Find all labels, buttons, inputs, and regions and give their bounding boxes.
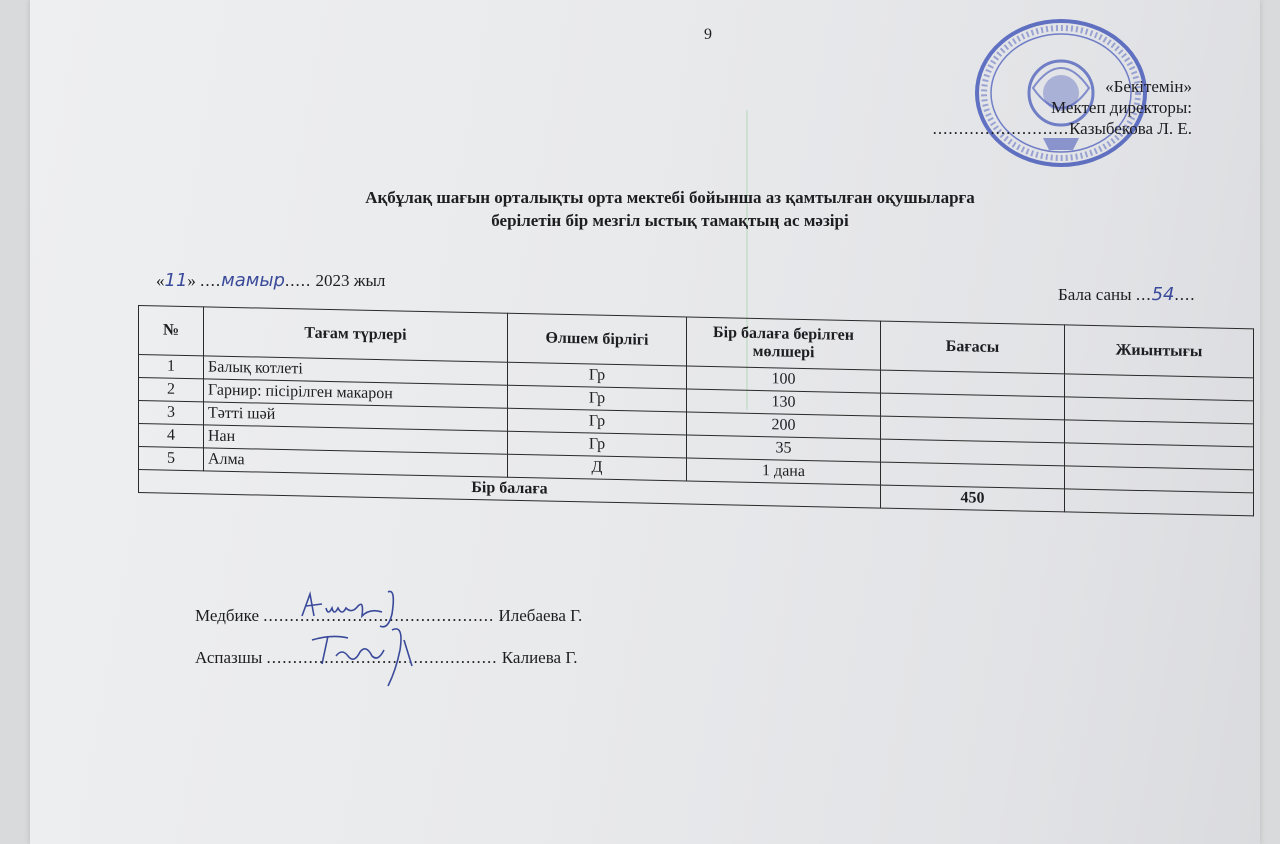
date-line: «11» ....мамыр..... 2023 жыл (156, 270, 386, 291)
document-page (30, 0, 1260, 844)
child-count-value: 54 (1151, 284, 1175, 305)
cook-label: Аспазшы (195, 648, 263, 667)
nurse-signature-line: Медбике ............................................ Илебаева Г. (195, 606, 583, 625)
summary-total (1065, 489, 1254, 516)
cook-signature-line: Аспазшы ............................................ Калиева Г. (195, 648, 578, 667)
director-title: Мектеп директоры: (1051, 98, 1192, 117)
director-name: Казыбекова Л. Е. (1069, 119, 1192, 138)
row-unit: Гр (508, 362, 687, 389)
nurse-label: Медбике (195, 606, 259, 625)
row-dish: Тәтті шәй (204, 402, 508, 431)
row-dish: Нан (204, 425, 508, 454)
row-dish: Гарнир: пісірілген макарон (204, 379, 508, 408)
row-quantity: 200 (687, 412, 881, 439)
menu-table (138, 305, 1254, 516)
cook-name: Калиева Г. (501, 648, 578, 667)
date-month: мамыр (221, 270, 285, 291)
row-number: 4 (139, 424, 204, 448)
row-unit: Гр (508, 431, 687, 458)
row-quantity: 1 дана (687, 458, 881, 485)
row-quantity: 35 (687, 435, 881, 462)
row-number: 5 (139, 447, 204, 471)
header-quantity: Бір балаға берілген мөлшері (687, 317, 881, 370)
date-day: 11 (164, 270, 188, 291)
nurse-name: Илебаева Г. (498, 606, 583, 625)
approval-block (933, 76, 1192, 139)
row-number: 3 (139, 401, 204, 425)
summary-label: Бір балаға (139, 470, 881, 509)
row-unit: Гр (508, 385, 687, 412)
date-year: 2023 жыл (315, 271, 386, 290)
row-number: 1 (139, 355, 204, 379)
header-total: Жиынтығы (1065, 325, 1254, 378)
child-count-label: Бала саны (1058, 285, 1132, 304)
title-line-1: Ақбұлақ шағын орталықты орта мектебі бойынша аз қамтылған оқушыларға (365, 188, 975, 207)
row-dish: Балық котлеті (204, 356, 508, 385)
row-number: 2 (139, 378, 204, 402)
cook-signature (292, 620, 442, 692)
header-number: № (139, 306, 204, 356)
row-unit: Гр (508, 408, 687, 435)
row-quantity: 130 (687, 389, 881, 416)
header-unit: Өлшем бірлігі (508, 313, 687, 366)
header-price: Бағасы (881, 321, 1065, 374)
summary-value: 450 (881, 485, 1065, 512)
title-line-2: берілетін бір мезгіл ыстық тамақтың ас мәзірі (491, 211, 849, 230)
row-dish: Алма (204, 448, 508, 477)
row-quantity: 100 (687, 366, 881, 393)
director-name-line: ..........................Казыбекова Л. Е. (932, 119, 1192, 138)
child-count: Бала саны ...54.... (1058, 284, 1196, 305)
approval-title: «Бекітемін» (1105, 77, 1192, 96)
row-unit: Д (508, 454, 687, 481)
document-title (230, 186, 1110, 232)
header-dish-types: Тағам түрлері (204, 307, 508, 362)
page-number: 9 (704, 26, 712, 43)
